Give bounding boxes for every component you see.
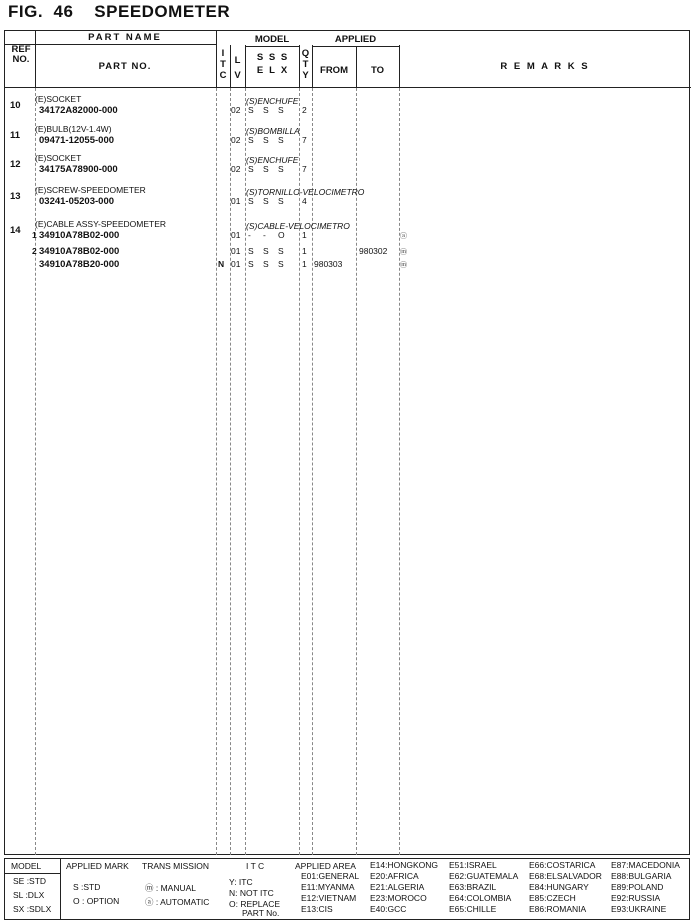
legend-trans-manual: ⓜ : MANUAL: [145, 883, 197, 893]
model-value: -: [248, 230, 251, 240]
from-value: 980303: [314, 259, 343, 269]
legend-itc-title: I T C: [246, 861, 265, 871]
legend-area-item: E13:CIS: [301, 904, 333, 914]
legend-area-item: E63:BRAZIL: [449, 882, 497, 892]
qty-value: 1: [302, 246, 307, 256]
legend-applied-std: S :STD: [73, 882, 101, 892]
ref-number: 12: [10, 159, 21, 170]
part-name: (E)BULB(12V-1.4W): [35, 124, 112, 134]
legend-applied-mark-title: APPLIED MARK: [66, 861, 129, 871]
model-value: S: [248, 164, 254, 174]
ref-header: REF NO.: [11, 44, 31, 65]
spanish-name: (S)CABLE-VELOCIMETRO: [246, 221, 350, 231]
part-name-header: PART NAME: [88, 32, 162, 43]
legend-area-item: E40:GCC: [370, 904, 407, 914]
legend-area-item: E01:GENERAL: [301, 871, 360, 881]
model-value: S: [278, 246, 284, 256]
to-value: 980302: [359, 246, 388, 256]
legend-area-item: E89:POLAND: [611, 882, 664, 892]
qty-value: 1: [302, 230, 307, 240]
legend-divider: [60, 859, 61, 919]
qty-header: Q T Y: [301, 48, 310, 81]
qty-value: 4: [302, 196, 307, 206]
legend-model-line: [5, 873, 60, 874]
legend-model-sx: SX :SDLX: [13, 904, 52, 914]
legend-model-sl: SL :DLX: [13, 890, 45, 900]
legend-itc-o: O: REPLACE: [229, 899, 281, 909]
from-header: FROM: [320, 65, 348, 76]
lv-value: 01: [231, 230, 241, 240]
legend-area-title: APPLIED AREA: [295, 861, 356, 871]
spanish-name: (S)TORNILLO-VELOCIMETRO: [246, 187, 365, 197]
lv-value: 01: [231, 246, 241, 256]
table-body: [4, 0, 690, 855]
sub-index: 1: [32, 230, 37, 240]
spanish-name: (S)ENCHUFE: [246, 155, 299, 165]
to-header: TO: [370, 65, 385, 76]
legend-area-item: E11:MYANMA: [301, 882, 355, 892]
model-value: S: [248, 105, 254, 115]
legend-area-item: E84:HUNGARY: [529, 882, 589, 892]
trans-mark: ⓜ: [400, 262, 407, 269]
part-number: 09471-12055-000: [39, 135, 115, 146]
part-name: (E)SOCKET: [35, 94, 82, 104]
part-number: 34910A78B20-000: [39, 259, 120, 270]
lv-value: 01: [231, 196, 241, 206]
legend-area-item: E88:BULGARIA: [611, 871, 672, 881]
ref-number: 14: [10, 225, 21, 236]
spanish-name: (S)ENCHUFE: [246, 96, 299, 106]
legend-area-item: E51:ISRAEL: [449, 860, 497, 870]
applied-header: APPLIED: [334, 34, 377, 45]
legend-area-item: E21:ALGERIA: [370, 882, 425, 892]
legend-trans-title: TRANS MISSION: [142, 861, 210, 871]
itc-header: I T C: [219, 48, 227, 81]
legend-trans-automatic: ⓐ : AUTOMATIC: [145, 897, 210, 907]
legend-area-item: E92:RUSSIA: [611, 893, 661, 903]
legend-area-item: E23:MOROCO: [370, 893, 427, 903]
legend-model-se: SE :STD: [13, 876, 47, 886]
model-value: S: [248, 246, 254, 256]
legend-area-item: E66:COSTARICA: [529, 860, 596, 870]
model-value: O: [278, 230, 285, 240]
remarks-header: R E M A R K S: [500, 61, 590, 72]
lv-value: 01: [231, 259, 241, 269]
part-number: 03241-05203-000: [39, 196, 115, 207]
trans-mark: ⓜ: [400, 249, 407, 256]
spanish-name: (S)BOMBILLA: [246, 126, 300, 136]
model-value: S: [263, 259, 269, 269]
page-title: FIG. 46 SPEEDOMETER: [8, 2, 231, 21]
model-value: S: [263, 164, 269, 174]
model-value: S: [278, 164, 284, 174]
legend-area-item: E65:CHILLE: [449, 904, 497, 914]
legend-box: [4, 858, 690, 920]
part-name: (E)CABLE ASSY-SPEEDOMETER: [35, 219, 167, 229]
legend-applied-option: O : OPTION: [73, 896, 120, 906]
qty-value: 7: [302, 135, 307, 145]
part-number: 34172A82000-000: [39, 105, 118, 116]
ref-number: 11: [10, 130, 21, 141]
legend-area-item: E12:VIETNAM: [301, 893, 357, 903]
legend-area-item: E14:HONGKONG: [370, 860, 439, 870]
qty-value: 1: [302, 259, 307, 269]
sub-index: 2: [32, 246, 37, 256]
model-value: S: [263, 105, 269, 115]
model-value: S: [248, 259, 254, 269]
legend-itc-y: Y: ITC: [229, 877, 253, 887]
lv-value: 02: [231, 105, 241, 115]
model-value: S: [263, 246, 269, 256]
legend-area-item: E93:UKRAINE: [611, 904, 667, 914]
model-value: S: [248, 196, 254, 206]
model-value: S: [278, 105, 284, 115]
legend-itc-part: PART No.: [242, 908, 280, 918]
legend-model-title: MODEL: [11, 861, 42, 871]
ref-number: 10: [10, 100, 21, 111]
model-value: S: [248, 135, 254, 145]
model-cols-header: S ES LS X: [256, 52, 288, 76]
model-value: S: [278, 135, 284, 145]
lv-header: L V: [234, 55, 241, 81]
itc-value: N: [218, 259, 225, 269]
legend-area-item: E20:AFRICA: [370, 871, 419, 881]
lv-value: 02: [231, 164, 241, 174]
part-number: 34175A78900-000: [39, 164, 118, 175]
part-name: (E)SOCKET: [35, 153, 82, 163]
part-no-header: PART NO.: [98, 61, 152, 72]
ref-number: 13: [10, 191, 21, 202]
qty-value: 2: [302, 105, 307, 115]
legend-area-item: E85:CZECH: [529, 893, 576, 903]
model-value: S: [278, 196, 284, 206]
legend-area-item: E86:ROMANIA: [529, 904, 587, 914]
legend-area-item: E68:ELSALVADOR: [529, 871, 602, 881]
lv-value: 02: [231, 135, 241, 145]
legend-itc-n: N: NOT ITC: [229, 888, 274, 898]
legend-area-item: E62:GUATEMALA: [449, 871, 519, 881]
model-value: -: [263, 230, 266, 240]
model-value: S: [278, 259, 284, 269]
part-number: 34910A78B02-000: [39, 230, 120, 241]
qty-value: 7: [302, 164, 307, 174]
model-value: S: [263, 135, 269, 145]
part-name: (E)SCREW-SPEEDOMETER: [35, 185, 146, 195]
legend-area-item: E87:MACEDONIA: [611, 860, 680, 870]
model-header: MODEL: [254, 34, 290, 45]
part-number: 34910A78B02-000: [39, 246, 120, 257]
trans-mark: ⓐ: [400, 233, 407, 240]
model-value: S: [263, 196, 269, 206]
legend-area-item: E64:COLOMBIA: [449, 893, 512, 903]
